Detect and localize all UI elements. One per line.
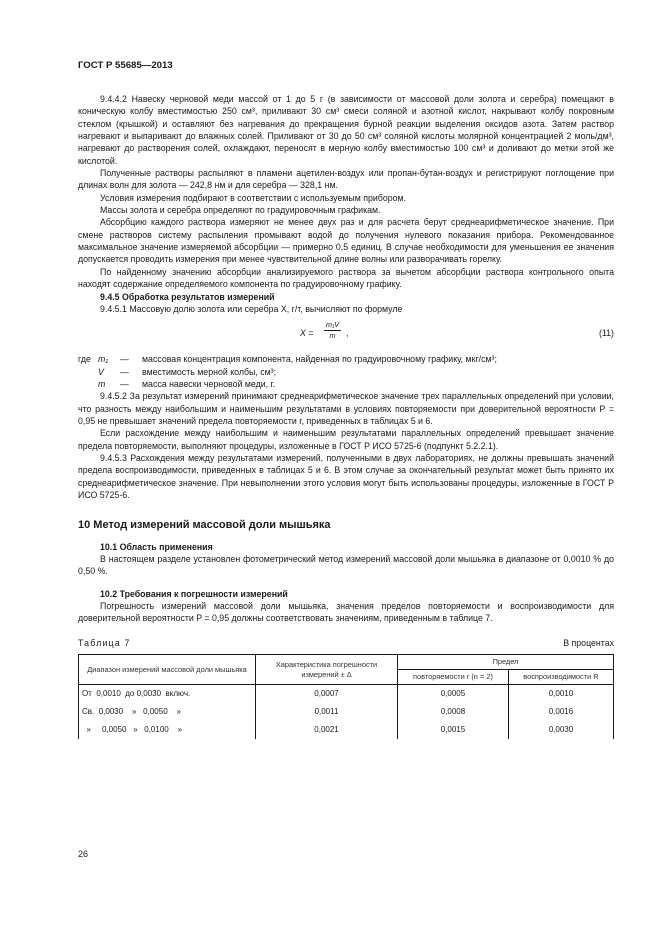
definition-prefix [78,378,98,390]
paragraph: 9.4.5.2 За результат измерений принимают среднеарифметическое значение трех параллельных определений при условии, что разность между наибольшим и наименьшим результатами в условиях повторяемости при доверительной вероятности P = 0,95 не превышает значений предела повторяемости r, приведенных в таблицах 5 и 6. [78,391,614,426]
definition-row [78,366,614,378]
header-range: Диапазон измерений массовой доли мышьяка [79,655,256,685]
paragraph: 9.4.4.2 Навеску черновой меди массой от 1 до 5 г (в зависимости от массовой доли золота и серебра) помещают в коническую колбу вместимостью 250 см³, приливают 30 см³ смеси соляной и азотной кислот, накрывают колбу покровным стеклом (крышкой) и оставляют без нагревания до прекращения бурной реакции выделения оксидов азота. Затем раствор нагревают и выпаривают до влажных солей. Приливают от 30 до 50 см³ соляной кислоты молярной концентрацией 2 моль/дм³, нагревают до растворения солей, охлаждают, переносят в мерную колбу вместимостью 100 см³ и доливают до метки этой же кислотой. [78,94,614,166]
cell-delta: 0,0011 [256,703,398,721]
formula-lhs: X = [300,328,314,339]
paragraph: Условия измерения подбирают в соответствии с используемым прибором. [100,192,406,203]
paragraph: В настоящем разделе установлен фотометрический метод измерений массовой доли мышьяка в диапазоне от 0,0010 % до 0,50 %. [78,554,614,577]
table-row [79,685,614,704]
cell-range: » 0,0050 » 0,0100 » [79,721,256,739]
cell-range: Св. 0,0030 » 0,0050 » [79,703,256,721]
formula-definitions [78,353,614,390]
cell-reproducibility: 0,0016 [508,703,613,721]
cell-delta: 0,0007 [256,685,398,704]
table-row [79,703,614,721]
paragraph: Массы золота и серебра определяют по градуировочным графикам. [100,205,381,216]
paragraph: Абсорбцию каждого раствора измеряют не менее двух раз и для расчета берут среднеарифметическое значение. При смене растворов систему распыления промывают водой до получения нулевого показания прибора. Рекомендованное максимальное значение измеряемой абсорбции — примерно 0,5 единиц. В случае необходимости для уменьшения ее значения допускается проводить измерения при менее чувствительной длине волны или разворачивать горелку. [78,217,614,265]
definition-prefix: где [78,354,91,365]
paragraph: Если расхождение между наибольшим и наименьшим результатами параллельных определений превышает значение предела повторяемости, выполняют процедуры, изложенные в ГОСТ Р ИСО 5725-6 (подпункт 5.2.2.1). [78,428,614,451]
subsection-heading: 10.2 Требования к погрешности измерений [100,588,288,599]
formula-denominator: m [329,331,336,341]
definition-dash: — [120,366,129,377]
formula-numerator: m₁V [326,320,340,330]
definition-prefix [78,366,98,378]
formula-11 [78,321,614,351]
table-caption: Таблица 7 [78,637,131,648]
subsection-heading: 9.4.5 Обработка результатов измерений [100,291,275,302]
formula-comma: , [346,328,349,339]
definition-row [78,378,614,390]
definition-dash: — [120,378,129,389]
page-header: ГОСТ Р 55685—2013 [78,60,173,71]
table-caption-row [78,637,614,649]
cell-repeatability: 0,0015 [398,721,509,739]
formula-number: (11) [599,328,614,339]
section-heading: 10 Метод измерений массовой доли мышьяка [78,519,331,532]
header-limit: Предел [398,655,614,670]
definition-text: масса навески черновой меди, г. [142,378,276,389]
paragraph: Полученные растворы распыляют в пламени ацетилен-воздух или пропан-бутан-воздух и регистрируют поглощение при длинах волн для золота — 242,8 нм и для серебра — 328,1 нм. [78,168,614,191]
definition-symbol: m₁ [98,354,109,365]
definition-symbol: m [98,378,106,389]
page-number: 26 [78,849,89,859]
paragraph: 9.4.5.3 Расхождения между результатами измерений, полученными в двух лабораториях, не должны превышать значений предела воспроизводимости, приведенных в таблицах 5 и 6. В этом случае за окончательный результат может быть принято их среднеарифметическое значение. При невыполнении этого условия могут быть использованы процедуры, изложенные в ГОСТ Р ИСО 5725-6. [78,452,614,500]
header-repeatability: повторяемости r (n = 2) [398,670,509,685]
cell-repeatability: 0,0008 [398,703,509,721]
table-row [79,721,614,739]
table-7 [78,654,614,739]
page-content [78,93,614,739]
paragraph: Погрешность измерений массовой доли мышьяка, значения пределов повторяемости и воспроизводимости для доверительной вероятности P = 0,95 должны соответствовать значениям, приведенным в таблице 7. [78,601,614,624]
header-characteristic: Характеристика погрешности измерений ± Δ [256,655,398,685]
cell-reproducibility: 0,0010 [508,685,613,704]
cell-range: От 0,0010 до 0,0030 включ. [79,685,256,704]
definition-symbol: V [98,366,104,377]
header-reproducibility: воспроизводимости R [508,670,613,685]
definition-text: вместимость мерной колбы, см³; [142,366,277,377]
definition-text: массовая концентрация компонента, найденная по градуировочному графику, мкг/см³; [142,354,497,365]
table-units: В процентах [563,637,614,648]
cell-repeatability: 0,0005 [398,685,509,704]
paragraph: 9.4.5.1 Массовую долю золота или серебра X, г/т, вычисляют по формуле [100,303,403,314]
paragraph: По найденному значению абсорбции анализируемого раствора за вычетом абсорбции раствора контрольного опыта находят содержание определяемого компонента по градуировочному графику. [78,266,614,290]
definition-row [78,353,614,365]
subsection-heading: 10.1 Область применения [100,541,213,552]
formula-fraction [324,320,341,341]
cell-reproducibility: 0,0030 [508,721,613,739]
cell-delta: 0,0021 [256,721,398,739]
definition-dash: — [120,354,129,365]
